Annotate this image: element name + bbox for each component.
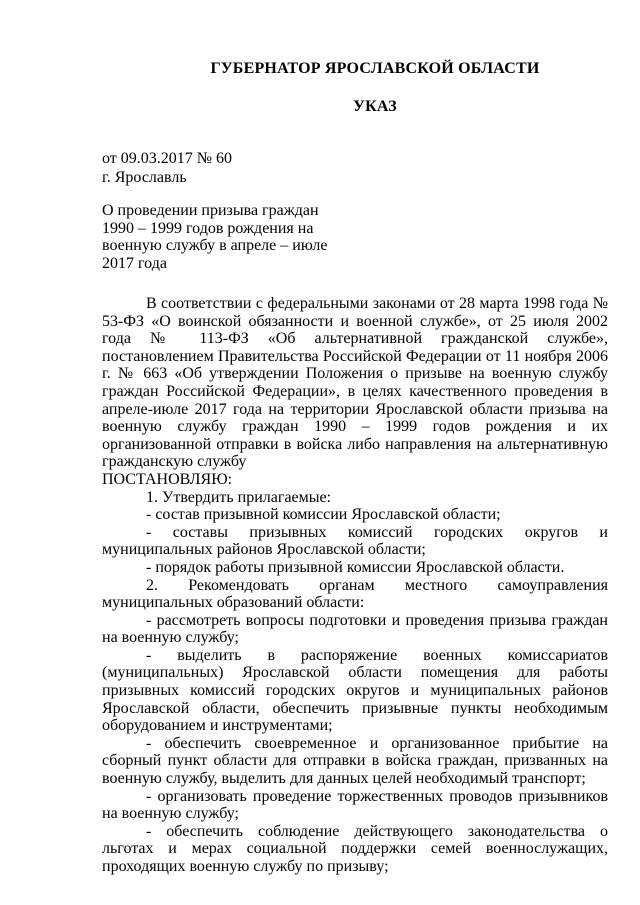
subject-line: О проведении призыва граждан <box>102 202 319 219</box>
body-paragraph: - обеспечить своевременное и организованное прибытие на сборный пункт области для отправки в войска граждан, призванных на военную службу, выделить для данных целей необходимый транспорт; <box>102 734 608 788</box>
subject-block <box>102 202 342 272</box>
body-paragraph: - рассмотреть вопросы подготовки и проведения призыва граждан на военную службу; <box>102 611 608 647</box>
body-paragraph: 1. Утвердить прилагаемые: <box>146 488 332 506</box>
body-paragraph: 2. Рекомендовать органам местного самоуправления муниципальных образований области: <box>102 576 608 612</box>
body-paragraph: - порядок работы призывной комиссии Ярославской области. <box>146 558 565 576</box>
subject-line: 1990 – 1999 годов рождения на <box>102 219 314 237</box>
body-paragraph: - организовать проведение торжественных проводов призывников на военную службу; <box>102 787 608 823</box>
subject-line: 2017 года <box>102 254 167 272</box>
document-type: УКАЗ <box>353 98 397 115</box>
body-paragraph: - составы призывных комиссий городских округов и муниципальных районов Ярославской области; <box>102 523 608 559</box>
body-paragraph: - состав призывной комиссии Ярославской области; <box>146 506 501 524</box>
issuer-title: ГУБЕРНАТОР ЯРОСЛАВСКОЙ ОБЛАСТИ <box>210 60 540 77</box>
city: г. Ярославль <box>102 169 187 186</box>
body-paragraph: - обеспечить соблюдение действующего законодательства о льготах и мерах социальной поддержки семей военнослужащих, проходящих военную службу по призыву; <box>102 822 608 875</box>
decree-word: ПОСТАНОВЛЯЮ: <box>102 470 233 488</box>
preamble-paragraph: В соответствии с федеральными законами от 28 марта 1998 года № 53-ФЗ «О воинской обязанности и военной службе», от 25 июля 2002 года № 113-ФЗ «Об альтернативной гражданской службе», постановлением Правительства Российской Федерации от 11 ноября 2006 г. № 663 «Об утверждении Положения о призыве на военную службу граждан Российской Федерации», в целях качественного проведения в апреле-июле 2017 года на территории Ярославской области призыва на военную службу граждан 1990 – 1999 годов рождения и их организованной отправки в войска либо направления на альтернативную гражданскую службу <box>102 295 608 471</box>
subject-line: военную службу в апреле – июле <box>102 237 328 255</box>
document-body <box>102 295 608 876</box>
body-paragraph: - выделить в распоряжение военных комиссариатов (муниципальных) Ярославской области помещения для работы призывных комиссий городских округов и муниципальных районов Ярославской области, обеспечить призывные пункты необходимым оборудованием и инструментами; <box>102 646 608 735</box>
date-number: от 09.03.2017 № 60 <box>102 150 233 167</box>
